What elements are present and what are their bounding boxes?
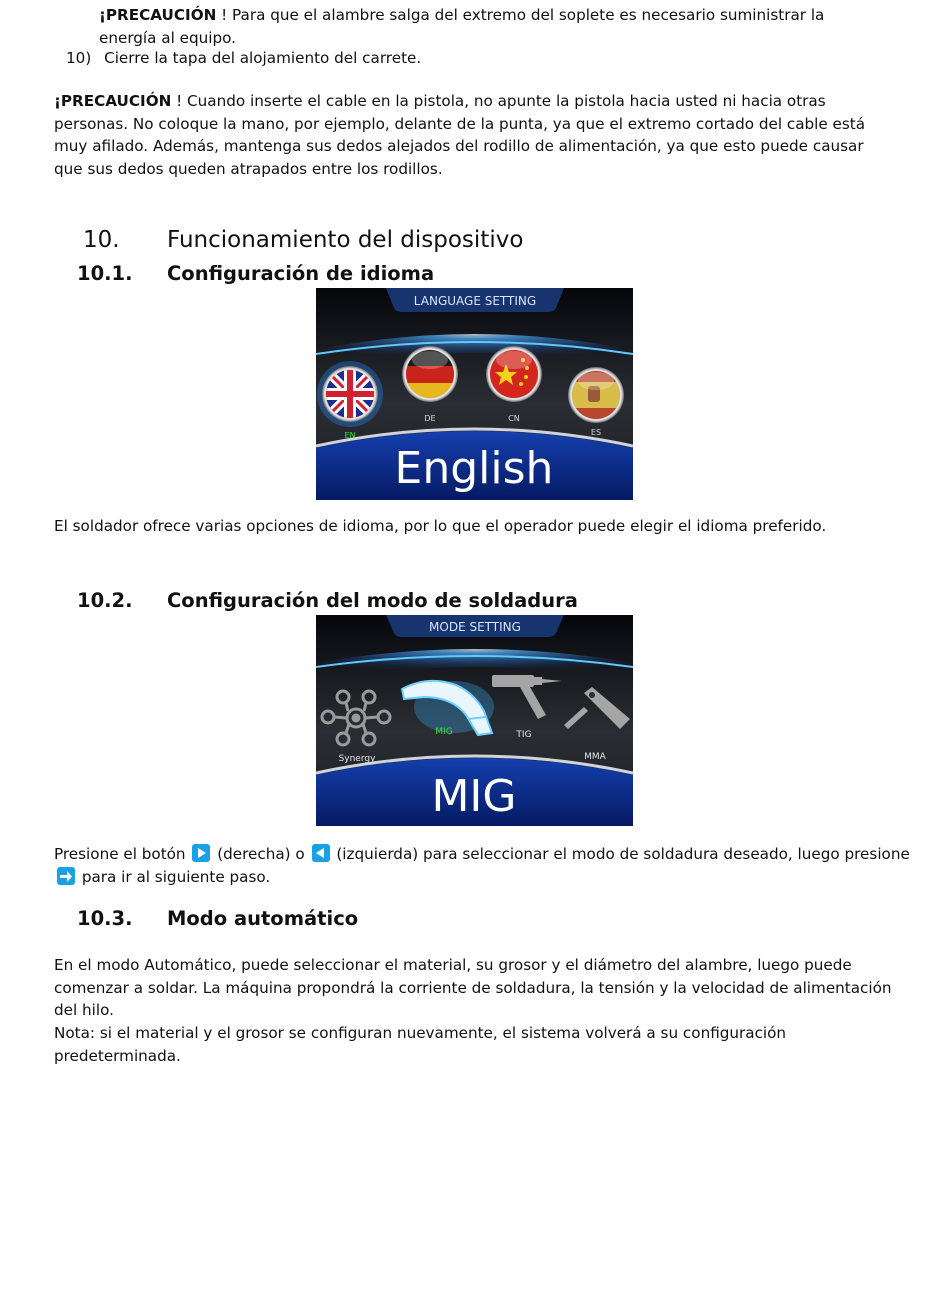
note-paragraph: Nota: si el material y el grosor se configuran nuevamente, el sistema volverá a su configuración predeterminada. (54, 1024, 787, 1065)
section-heading-10-3 (77, 906, 777, 932)
mode-setting-screen (316, 615, 633, 826)
enter-button-icon (57, 867, 75, 885)
mode-description (54, 843, 914, 888)
caution-paragraph-2 (54, 90, 894, 180)
language-code-en: EN (344, 431, 356, 440)
section-title: Configuración del modo de soldadura (167, 589, 578, 612)
right-arrow-button-icon (192, 844, 210, 862)
mode-desc-text-2: (derecha) o (217, 845, 310, 863)
section-number: 10.2. (77, 589, 133, 612)
language-description: El soldador ofrece varias opciones de idioma, por lo que el operador puede elegir el idioma preferido. (54, 517, 827, 535)
section-number: 10. (83, 227, 120, 253)
germany-flag-icon[interactable] (402, 346, 458, 402)
language-setting-screen (316, 288, 633, 500)
selected-language-label: English (394, 443, 554, 494)
caution-label: ¡PRECAUCIÓN (54, 92, 172, 110)
language-code-es: ES (590, 428, 602, 437)
section-heading-10-2 (77, 588, 777, 614)
mode-desc-text-1: Presione el botón (54, 845, 191, 863)
left-arrow-button-icon (312, 844, 330, 862)
caution-paragraph-1 (99, 4, 859, 49)
china-flag-icon[interactable] (486, 346, 542, 402)
mode-label-mig: MIG (435, 727, 453, 737)
mode-desc-text-4: para ir al siguiente paso. (81, 867, 271, 886)
mode-header: MODE SETTING (429, 620, 521, 634)
section-heading-10-1 (77, 261, 777, 287)
section-title: Funcionamiento del dispositivo (167, 227, 524, 253)
spain-flag-icon[interactable] (568, 367, 624, 423)
section-number: 10.3. (77, 907, 133, 930)
step-text: Cierre la tapa del alojamiento del carrete. (104, 49, 422, 67)
auto-mode-description: En el modo Automático, puede seleccionar el material, su grosor y el diámetro del alambre, luego puede comenzar a soldar. La máquina propondrá la corriente de soldadura, la tensión y la velocidad de alimentación del hilo. (54, 956, 892, 1019)
section-title: Configuración de idioma (167, 262, 435, 285)
mode-label-synergy: Synergy (338, 754, 376, 764)
selected-mode-label: MIG (431, 771, 517, 822)
uk-flag-icon[interactable] (317, 361, 383, 427)
section-heading-10 (83, 225, 783, 255)
mode-label-mma: MMA (584, 752, 606, 762)
step-10 (66, 47, 866, 70)
section-number: 10.1. (77, 262, 133, 285)
caution-text: ! Cuando inserte el cable en la pistola, no apunte la pistola hacia usted ni hacia otras personas. No coloque la mano, por ejemplo, delante de la punta, ya que el extremo cortado del cable está muy afilado. Además, mantenga sus dedos alejados del rodillo de alimentación, ya que esto puede causar que sus dedos queden atrapados entre los rodillos. (54, 92, 866, 178)
language-code-cn: CN (508, 414, 520, 423)
mode-desc-text-3: (izquierda) para seleccionar el modo de soldadura deseado, luego presione (336, 845, 910, 863)
caution-label: ¡PRECAUCIÓN (99, 6, 217, 24)
caution-text: ! Para que el alambre salga del extremo del soplete es necesario suministrar la energía al equipo. (99, 6, 825, 47)
mode-label-tig: TIG (516, 730, 532, 740)
section-title: Modo automático (167, 907, 359, 930)
language-header: LANGUAGE SETTING (413, 294, 537, 308)
language-code-de: DE (424, 414, 436, 423)
step-number: 10) (66, 49, 92, 67)
